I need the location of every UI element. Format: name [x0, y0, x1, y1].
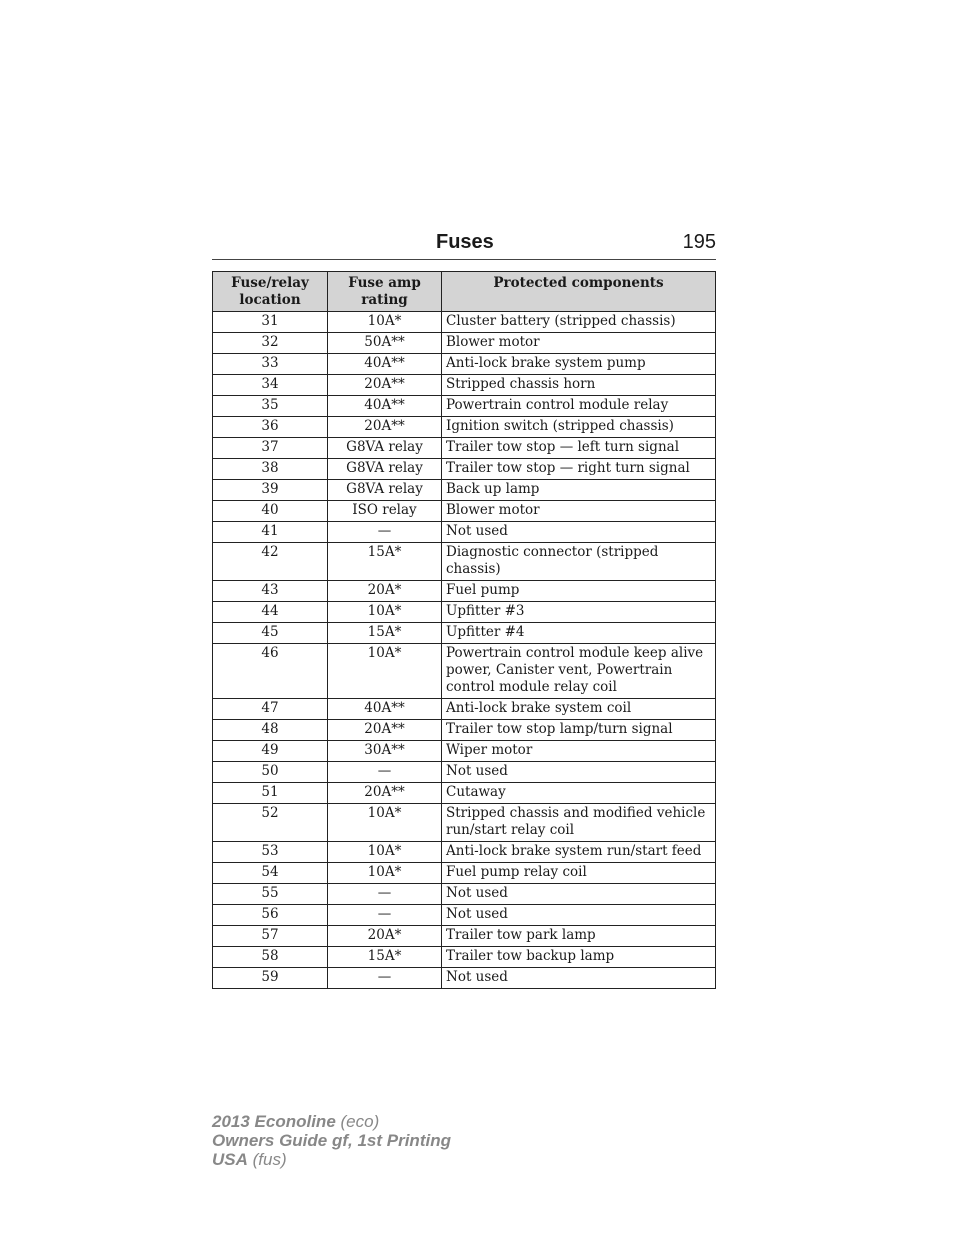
- page-number: 195: [682, 231, 716, 253]
- fuse-location-cell: 33: [213, 354, 328, 375]
- fuse-rating-cell: G8VA relay: [328, 438, 442, 459]
- table-row: [213, 396, 716, 417]
- protected-components-cell: Cutaway: [442, 783, 716, 804]
- fuse-location-cell: 46: [213, 644, 328, 699]
- fuse-location-cell: 52: [213, 804, 328, 842]
- table-row: [213, 354, 716, 375]
- table-row: [213, 312, 716, 333]
- fuse-rating-cell: 10A*: [328, 842, 442, 863]
- protected-components-cell: Powertrain control module relay: [442, 396, 716, 417]
- table-row: [213, 375, 716, 396]
- page-header: [212, 229, 716, 260]
- fuse-rating-cell: 15A*: [328, 543, 442, 581]
- table-row: [213, 602, 716, 623]
- protected-components-cell: Back up lamp: [442, 480, 716, 501]
- table-row: [213, 333, 716, 354]
- fuse-table: [212, 271, 716, 989]
- fuse-location-cell: 31: [213, 312, 328, 333]
- fuse-rating-cell: 30A**: [328, 741, 442, 762]
- fuse-rating-cell: G8VA relay: [328, 459, 442, 480]
- fuse-location-cell: 58: [213, 947, 328, 968]
- fuse-location-cell: 54: [213, 863, 328, 884]
- fuse-rating-cell: 20A*: [328, 581, 442, 602]
- protected-components-cell: Not used: [442, 762, 716, 783]
- fuse-rating-cell: —: [328, 522, 442, 543]
- protected-components-cell: Not used: [442, 522, 716, 543]
- fuse-location-cell: 56: [213, 905, 328, 926]
- table-row: [213, 926, 716, 947]
- fuse-location-cell: 53: [213, 842, 328, 863]
- protected-components-cell: Powertrain control module keep alive power, Canister vent, Powertrain control module relay coil: [442, 644, 716, 699]
- protected-components-cell: Ignition switch (stripped chassis): [442, 417, 716, 438]
- fuse-rating-cell: 20A**: [328, 783, 442, 804]
- protected-components-cell: Diagnostic connector (stripped chassis): [442, 543, 716, 581]
- fuse-rating-cell: ISO relay: [328, 501, 442, 522]
- protected-components-cell: Stripped chassis horn: [442, 375, 716, 396]
- protected-components-cell: Fuel pump: [442, 581, 716, 602]
- table-row: [213, 863, 716, 884]
- table-row: [213, 417, 716, 438]
- table-row: [213, 522, 716, 543]
- protected-components-cell: Trailer tow stop — right turn signal: [442, 459, 716, 480]
- fuse-location-cell: 57: [213, 926, 328, 947]
- protected-components-cell: Trailer tow stop — left turn signal: [442, 438, 716, 459]
- fuse-rating-cell: 15A*: [328, 623, 442, 644]
- fuse-rating-cell: 40A**: [328, 699, 442, 720]
- footer-line-2: Owners Guide gf, 1st Printing: [212, 1131, 451, 1150]
- table-row: [213, 501, 716, 522]
- table-row: [213, 947, 716, 968]
- fuse-rating-cell: —: [328, 762, 442, 783]
- table-header-row: [213, 272, 716, 312]
- fuse-rating-cell: —: [328, 968, 442, 989]
- table-row: [213, 720, 716, 741]
- protected-components-cell: Anti-lock brake system coil: [442, 699, 716, 720]
- fuse-location-cell: 37: [213, 438, 328, 459]
- fuse-location-cell: 48: [213, 720, 328, 741]
- table-row: [213, 741, 716, 762]
- footer-line-1: 2013 Econoline (eco): [212, 1112, 380, 1131]
- fuse-rating-cell: 20A*: [328, 926, 442, 947]
- column-header-location: Fuse/relay location: [213, 272, 328, 312]
- fuse-location-cell: 45: [213, 623, 328, 644]
- fuse-location-cell: 42: [213, 543, 328, 581]
- fuse-location-cell: 49: [213, 741, 328, 762]
- protected-components-cell: Trailer tow backup lamp: [442, 947, 716, 968]
- fuse-location-cell: 41: [213, 522, 328, 543]
- fuse-rating-cell: 10A*: [328, 644, 442, 699]
- fuse-rating-cell: 20A**: [328, 720, 442, 741]
- table-row: [213, 762, 716, 783]
- protected-components-cell: Not used: [442, 884, 716, 905]
- protected-components-cell: Upfitter #4: [442, 623, 716, 644]
- table-row: [213, 905, 716, 926]
- table-row: [213, 884, 716, 905]
- fuse-rating-cell: G8VA relay: [328, 480, 442, 501]
- protected-components-cell: Upfitter #3: [442, 602, 716, 623]
- protected-components-cell: Cluster battery (stripped chassis): [442, 312, 716, 333]
- table-row: [213, 783, 716, 804]
- fuse-location-cell: 47: [213, 699, 328, 720]
- fuse-rating-cell: 40A**: [328, 396, 442, 417]
- table-row: [213, 842, 716, 863]
- table-row: [213, 968, 716, 989]
- fuse-location-cell: 32: [213, 333, 328, 354]
- document-footer: [212, 1112, 451, 1169]
- column-header-rating: Fuse amp rating: [328, 272, 442, 312]
- table-row: [213, 623, 716, 644]
- table-row: [213, 480, 716, 501]
- protected-components-cell: Blower motor: [442, 333, 716, 354]
- fuse-rating-cell: 10A*: [328, 863, 442, 884]
- fuse-rating-cell: 10A*: [328, 312, 442, 333]
- fuse-location-cell: 34: [213, 375, 328, 396]
- protected-components-cell: Stripped chassis and modified vehicle run/start relay coil: [442, 804, 716, 842]
- fuse-location-cell: 38: [213, 459, 328, 480]
- fuse-rating-cell: 10A*: [328, 804, 442, 842]
- fuse-location-cell: 39: [213, 480, 328, 501]
- protected-components-cell: Not used: [442, 905, 716, 926]
- fuse-location-cell: 51: [213, 783, 328, 804]
- table-row: [213, 699, 716, 720]
- protected-components-cell: Wiper motor: [442, 741, 716, 762]
- fuse-location-cell: 55: [213, 884, 328, 905]
- fuse-location-cell: 44: [213, 602, 328, 623]
- footer-line-3: USA (fus): [212, 1150, 287, 1169]
- fuse-rating-cell: 40A**: [328, 354, 442, 375]
- protected-components-cell: Blower motor: [442, 501, 716, 522]
- protected-components-cell: Not used: [442, 968, 716, 989]
- table-row: [213, 644, 716, 699]
- column-header-components: Protected components: [442, 272, 716, 312]
- table-row: [213, 438, 716, 459]
- table-row: [213, 804, 716, 842]
- fuse-rating-cell: 50A**: [328, 333, 442, 354]
- protected-components-cell: Trailer tow park lamp: [442, 926, 716, 947]
- fuse-table-body: [213, 312, 716, 989]
- table-row: [213, 459, 716, 480]
- protected-components-cell: Trailer tow stop lamp/turn signal: [442, 720, 716, 741]
- section-title: Fuses: [436, 231, 494, 253]
- fuse-rating-cell: —: [328, 905, 442, 926]
- fuse-location-cell: 50: [213, 762, 328, 783]
- fuse-rating-cell: 20A**: [328, 417, 442, 438]
- fuse-location-cell: 36: [213, 417, 328, 438]
- fuse-location-cell: 59: [213, 968, 328, 989]
- fuse-rating-cell: 20A**: [328, 375, 442, 396]
- table-row: [213, 581, 716, 602]
- fuse-location-cell: 35: [213, 396, 328, 417]
- fuse-rating-cell: 10A*: [328, 602, 442, 623]
- fuse-location-cell: 40: [213, 501, 328, 522]
- protected-components-cell: Anti-lock brake system pump: [442, 354, 716, 375]
- protected-components-cell: Anti-lock brake system run/start feed: [442, 842, 716, 863]
- fuse-rating-cell: —: [328, 884, 442, 905]
- protected-components-cell: Fuel pump relay coil: [442, 863, 716, 884]
- fuse-rating-cell: 15A*: [328, 947, 442, 968]
- fuse-location-cell: 43: [213, 581, 328, 602]
- table-row: [213, 543, 716, 581]
